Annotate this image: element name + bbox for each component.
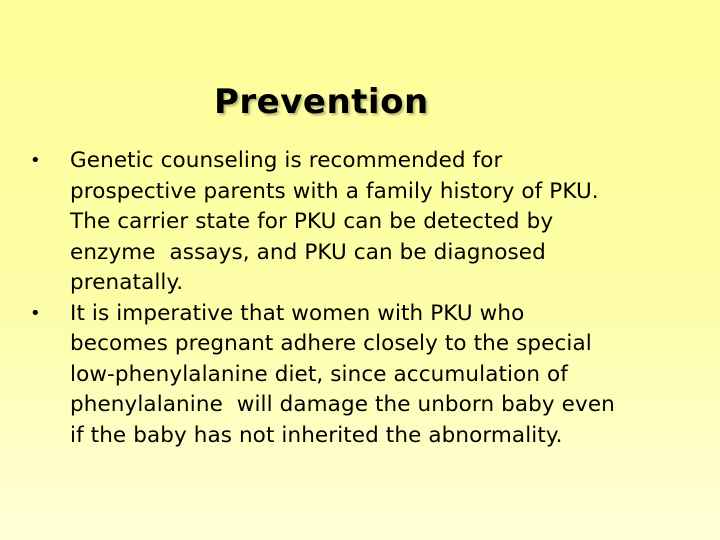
bullet-item-pregnancy-diet [30,299,712,452]
bullet-text-line: becomes pregnant adhere closely to the special [70,331,592,356]
bullet-marker: • [30,150,41,171]
bullet-text-line: The carrier state for PKU can be detected by [70,209,554,234]
bullet-text-line: phenylalanine will damage the unborn baby even [70,392,615,417]
bullet-text-line: prospective parents with a family history of PKU. [70,178,599,204]
slide-title: Prevention [214,82,429,122]
bullet-text-line: low-phenylalanine diet, since accumulation of [70,361,568,387]
bullet-text-line: prenatally. [70,270,184,295]
bullet-text-line: if the baby has not inherited the abnormality. [70,422,563,448]
bullet-item-genetic-counseling [30,146,712,299]
bullet-text-line: Genetic counseling is recommended for [70,148,503,173]
bullet-marker: • [30,302,41,324]
bullet-text-line: enzyme assays, and PKU can be diagnosed [70,239,546,265]
bullet-list [30,146,712,451]
bullet-text-line: It is imperative that women with PKU who [70,300,525,326]
